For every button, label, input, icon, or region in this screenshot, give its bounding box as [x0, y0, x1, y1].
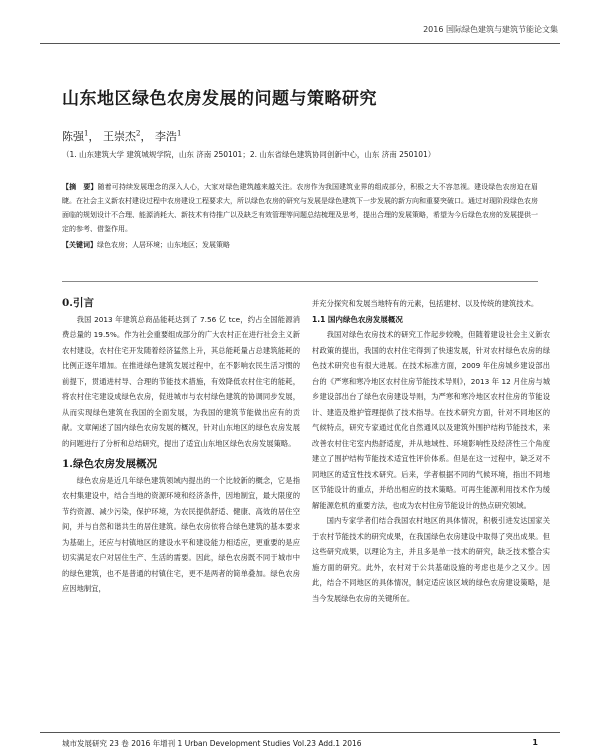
affiliations: （1. 山东建筑大学 建筑城规学院，山东 济南 250101；2. 山东省绿色建筑协同创新中心，山东 济南 250101） [62, 150, 436, 159]
author-name: 李浩 [154, 130, 177, 143]
left-column [62, 296, 300, 597]
keywords-text: 绿色农房；人居环境；山东地区；发展策略 [97, 241, 230, 249]
author-name: 王崇杰 [102, 130, 136, 143]
overview-paragraph: 绿色农房是近几年绿色建筑领域内提出的一个比较新的概念，它是指农村集建设中，结合当地的资源环境和经济条件，因地制宜，最大限度的节约资源、减少污染，保护环境，为农民提供舒适、健康、高效的居住空间，并与自然和谐共生的居住建筑。绿色农房依将合绿色建筑的基本要求为基础上，还应与村镇地区的建设水平和建设能力相适应，更重要的是应切实满足农户对居住生产、生活的需要。因此，绿色农房既不同于城市中的绿色建筑，也不是普通的村镇住宅，更不是两者的简单叠加。绿色农房应因地制宜， [62, 475, 300, 593]
author-list [62, 128, 181, 144]
running-header: 2016 国际绿色建筑与建筑节能论文集 [423, 25, 558, 34]
section-heading-intro: 0.引言 [62, 297, 94, 309]
page-number: 1 [532, 738, 538, 747]
author-name: 陈强 [62, 130, 84, 143]
continued-paragraph: 并充分探究和发展当地特有的元素，包括建材、以及传统的建筑技术。 [312, 299, 539, 308]
intro-paragraph: 我国 2013 年建筑总商品能耗达到了 7.56 亿 tce，约占全国能源消费总量的 19.5%。作为社会重要组成部分的广大农村正在进行社会主义新农村建设，农村住宅开发随着经济猛然上升，其总能耗量占总建筑能耗的比例正逐年增加。在推进绿色建筑发展过程中，在不影响农民生活习惯的前提下，贯通进村导、合理的节能技术措施，有效降低农村住宅的能耗，将农村住宅建设成绿色农房，促进城市与农村绿色建筑的协调同步发展，从而实现绿色建筑在我国的全面发展，为我国的建筑节能做出应有的贡献。文章阐述了国内绿色农房发展的概况，针对山东地区的绿色农房发展的问题进行了分析和总结研究，提出了适宜山东地区绿色农房发展策略。 [62, 314, 300, 448]
author-affiliation-mark: 2 [135, 129, 141, 138]
keywords [62, 238, 538, 252]
paper-title: 山东地区绿色农房发展的问题与策略研究 [62, 89, 377, 109]
section-heading-overview: 1.绿色农房发展概况 [62, 458, 157, 470]
author-affiliation-mark: 1 [176, 129, 182, 138]
keywords-label: 【关键词】 [62, 241, 97, 249]
journal-citation: 城市发展研究 23 卷 2016 年增刊 1 Urban Development Studies Vol.23 Add.1 2016 [62, 739, 362, 748]
abstract [62, 180, 538, 236]
abstract-text: 随着可持续发展理念的深入人心，大家对绿色建筑越来越关注。农房作为我国建筑业界的组成部分，积极之大不容忽视。建设绿色农房迫在眉睫。在社会主义新农村建设过程中农房建设工程要求大，所以绿色农房的研究与发展是绿色建筑下一步发展的新方向和重要突破口。通过对现阶段绿色农房面临的规划设计不合理、能源消耗大、新技术有待推广以及缺乏有效管理等问题总结梳理及思考，提出合理的发展策略，希望为今后绿色农房的发展提供一定的参考、借鉴作用。 [62, 183, 538, 233]
domestic-paragraph-2: 国内专家学者们结合我国农村地区的具体情况，积极引进发达国家关于农村节能技术的研究成果，在我国绿色农房建设中取得了突出成果。但这些研究成果，以理论为主，并且多是单一技术的研究，缺乏技术整合实施方面的研究。此外，农村对于公共基础设施的考虑也是少之又少。因此，结合不同地区的具体情况，制定适应该区域的绿色农房建设策略，是当今发展绿色农房的关键所在。 [312, 516, 550, 603]
header-divider [40, 43, 560, 44]
abstract-divider [62, 281, 538, 282]
author-separator: ， [140, 130, 152, 143]
footer-divider [40, 732, 560, 733]
abstract-block [62, 180, 538, 252]
domestic-paragraph-1: 我国对绿色农房技术的研究工作起步较晚，但随着建设社会主义新农村政策的提出，我国的农村住宅得到了快速发展，针对农村绿色农房的绿色技术研究也有很大进展。在技术标准方面，2009 年住房城乡建设部出台的《严寒和寒冷地区农村住房节能技术导则》，2013 年 12 月住房与城乡建设部出台了绿色农房建设导则，为严寒和寒冷地区农村住房的节能设计、建造及维护管理提供了技术指导。在技术研究方面，针对不同地区的气候特点，研究专家通过优化自然通风以及建筑外围护结构节能技术，来改善农村住宅室内热舒适度，并从地域性、环境影响性及经济性三个角度建立了围护结构节能技术适宜性评价体系。但是在这一过程中，缺乏对不同地区的适宜性技术研究。后来，学者根据不同的气候环境，指出不同地区节能设计的重点，并给出相应的技术策略。可再生能源利用技术作为缓解能源危机的重要方法，也成为农村住房节能设计的热点研究领域。 [312, 330, 550, 510]
abstract-label: 【摘 要】 [62, 183, 98, 191]
author-affiliation-mark: 1 [84, 129, 89, 138]
right-column [312, 296, 550, 606]
subsection-heading-domestic: 1.1 国内绿色农房发展概况 [312, 314, 403, 324]
author-separator: ， [88, 130, 100, 143]
